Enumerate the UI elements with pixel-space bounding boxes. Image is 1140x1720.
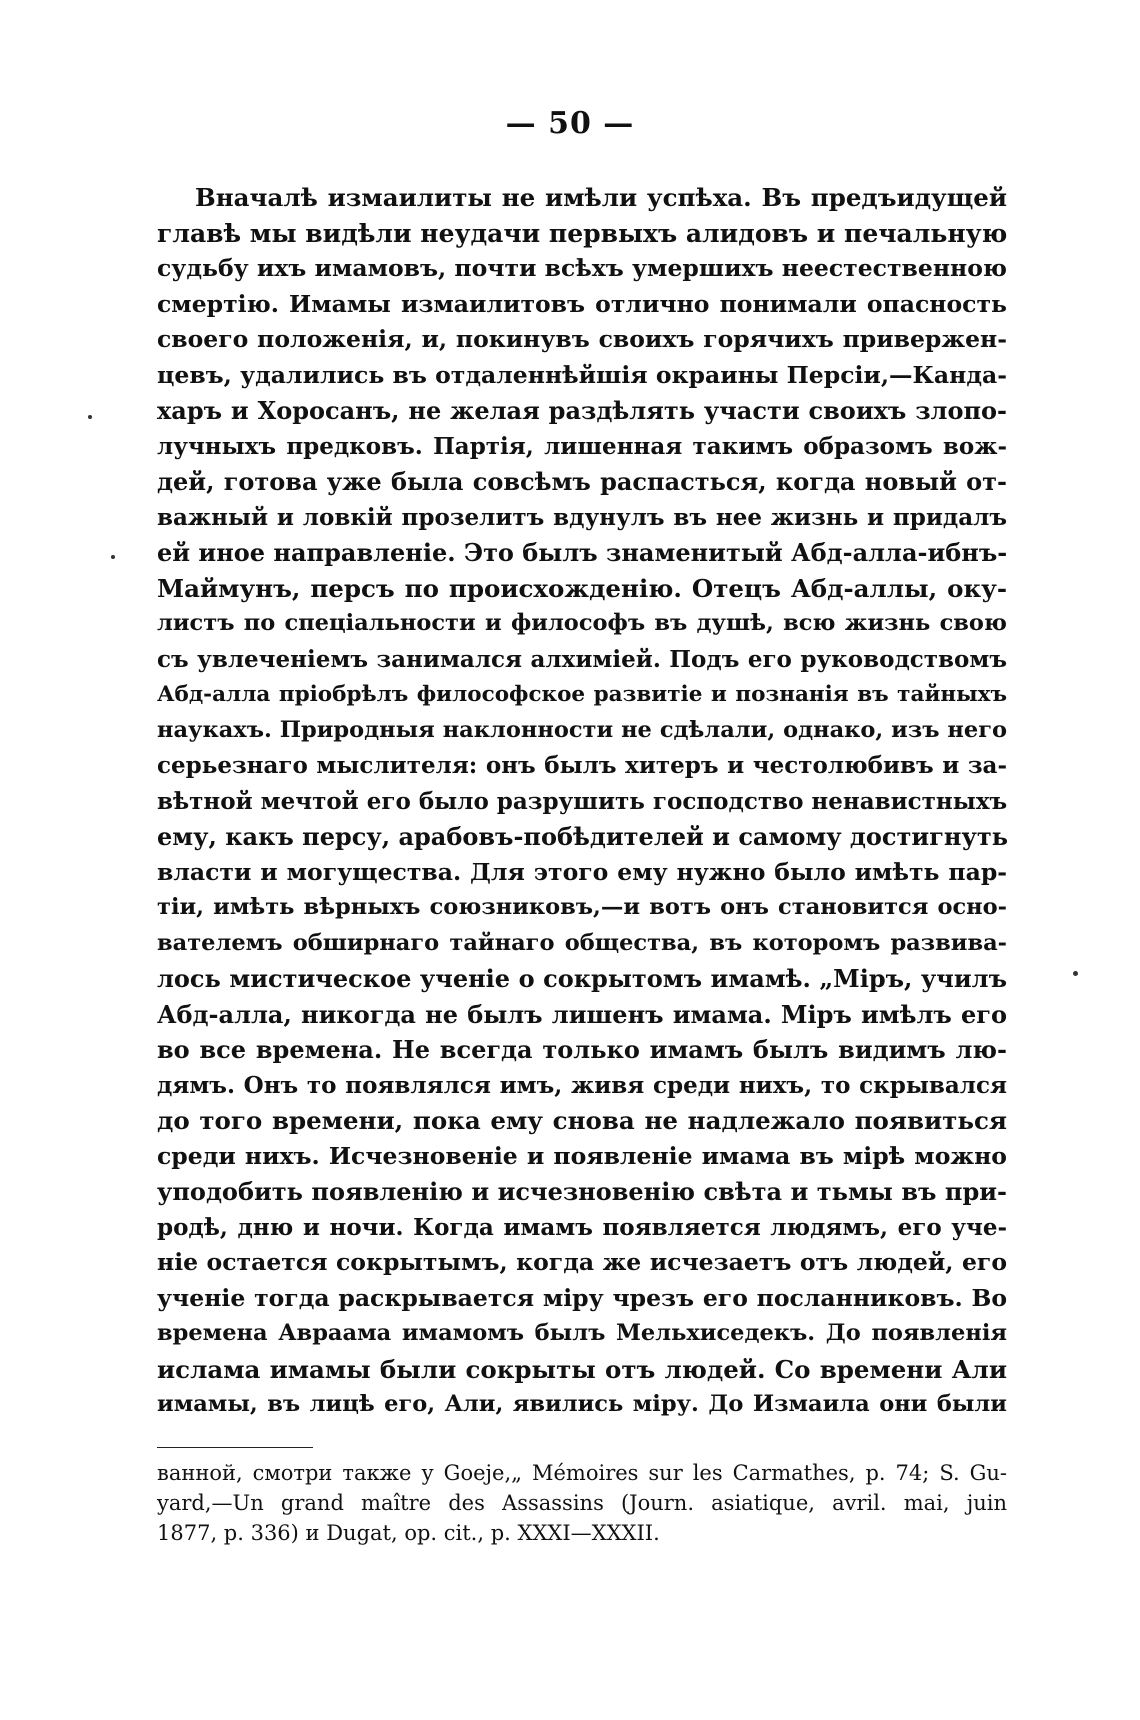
text-line: имамы, въ лицѣ его, Али, явились міру. До Измаила они были (157, 1391, 1007, 1417)
text-line: времена Авраама имамомъ былъ Мельхиседекъ. До появленія (157, 1320, 1007, 1346)
text-line: дямъ. Онъ то появлялся имъ, живя среди нихъ, то скрывался (157, 1071, 1007, 1099)
text-line: ислама имамы были сокрыты отъ людей. Со времени Али (157, 1354, 1007, 1384)
text-line: среди нихъ. Исчезновеніе и появленіе имама въ мірѣ можно (157, 1141, 1007, 1170)
text-line: вателемъ обширнаго тайнаго общества, въ которомъ развива- (157, 929, 1007, 956)
text-line: цевъ, удалились въ отдаленнѣйшія окраины Персіи,—Канда- (157, 360, 1007, 389)
footnote-line: yard,—Un grand maître des Assassins (Journ. asiatique, avril. mai, juin (157, 1491, 1007, 1515)
text-line: ніе остается сокрытымъ, когда же исчезаетъ отъ людей, его (157, 1248, 1007, 1276)
text-line: родѣ, дню и ночи. Когда имамъ появляется людямъ, его уче- (157, 1213, 1007, 1241)
text-line: тіи, имѣть вѣрныхъ союзниковъ,—и вотъ онъ становится осно- (157, 894, 1007, 920)
text-line: смертію. Имамы измаилитовъ отлично понимали опасность (157, 289, 1007, 318)
main-text (157, 180, 1007, 1423)
text-line: лось мистическое ученіе о сокрытомъ имамѣ. „Міръ, училъ (157, 964, 1007, 993)
text-line: во все времена. Не всегда только имамъ былъ видимъ лю- (157, 1035, 1007, 1064)
scan-speck (111, 555, 115, 559)
text-line: уподобить появленію и исчезновенію свѣта и тьмы въ при- (157, 1177, 1007, 1206)
text-line: судьбу ихъ имамовъ, почти всѣхъ умершихъ неестественною (157, 254, 1008, 282)
text-line: ему, какъ персу, арабовъ-побѣдителей и самому достигнуть (157, 822, 1008, 851)
text-line: Абд-алла, никогда не былъ лишенъ имама. Міръ имѣлъ его (157, 999, 1007, 1029)
scan-speck (1073, 971, 1078, 976)
scan-speck (88, 415, 92, 419)
text-line: до того времени, пока ему снова не надлежало появиться (157, 1106, 1007, 1135)
text-line: важный и ловкій прозелитъ вдунулъ въ нее жизнь и придалъ (157, 503, 1007, 531)
text-line: власти и могущества. Для этого ему нужно было имѣть пар- (157, 857, 1007, 886)
text-line: съ увлеченіемъ занимался алхиміей. Подъ его руководствомъ (157, 645, 1007, 673)
text-line: листъ по спеціальности и философъ въ душѣ, всю жизнь свою (157, 610, 1007, 636)
footnote-block (157, 1458, 1007, 1548)
footnote-line: 1877, p. 336) и Dugat, op. cit., p. XXXI—XXXII. (157, 1521, 660, 1545)
text-line: Маймунъ, персъ по происхожденію. Отецъ Абд-аллы, оку- (157, 573, 1007, 603)
text-line: ей иное направленіе. Это былъ знаменитый Абд-алла-ибнъ- (157, 538, 1008, 567)
text-line: лучныхъ предковъ. Партія, лишенная такимъ образомъ вож- (157, 432, 1007, 460)
text-line: Абд-алла пріобрѣлъ философское развитіе и познанія въ тайныхъ (157, 682, 1007, 707)
page-number: — 50 — (505, 106, 635, 141)
text-line: своего положенія, и, покинувъ своихъ горячихъ привержен- (157, 325, 1007, 353)
text-line: серьезнаго мыслителя: онъ былъ хитеръ и честолюбивъ и за- (157, 752, 1007, 779)
text-line: главѣ мы видѣли неудачи первыхъ алидовъ и печальную (157, 218, 1008, 248)
text-line: дей, готова уже была совсѣмъ распасться, когда новый от- (157, 467, 1007, 496)
footnote-divider (157, 1447, 313, 1448)
text-line: наукахъ. Природныя наклонности не сдѣлали, однако, изъ него (157, 716, 1007, 743)
text-line: харъ и Хоросанъ, не желая раздѣлять участи своихъ злопо- (157, 396, 1007, 425)
footnote-line: ванной, смотри также у Goeje,„ Mémoires sur les Carmathes, p. 74; S. Gu- (157, 1461, 1007, 1485)
text-line: Вначалѣ измаилиты не имѣли успѣха. Въ предъидущей (195, 183, 1007, 212)
text-line: вѣтной мечтой его было разрушить господство ненавистныхъ (157, 787, 1008, 815)
text-line: ученіе тогда раскрывается міру чрезъ его посланниковъ. Во (157, 1283, 1007, 1312)
